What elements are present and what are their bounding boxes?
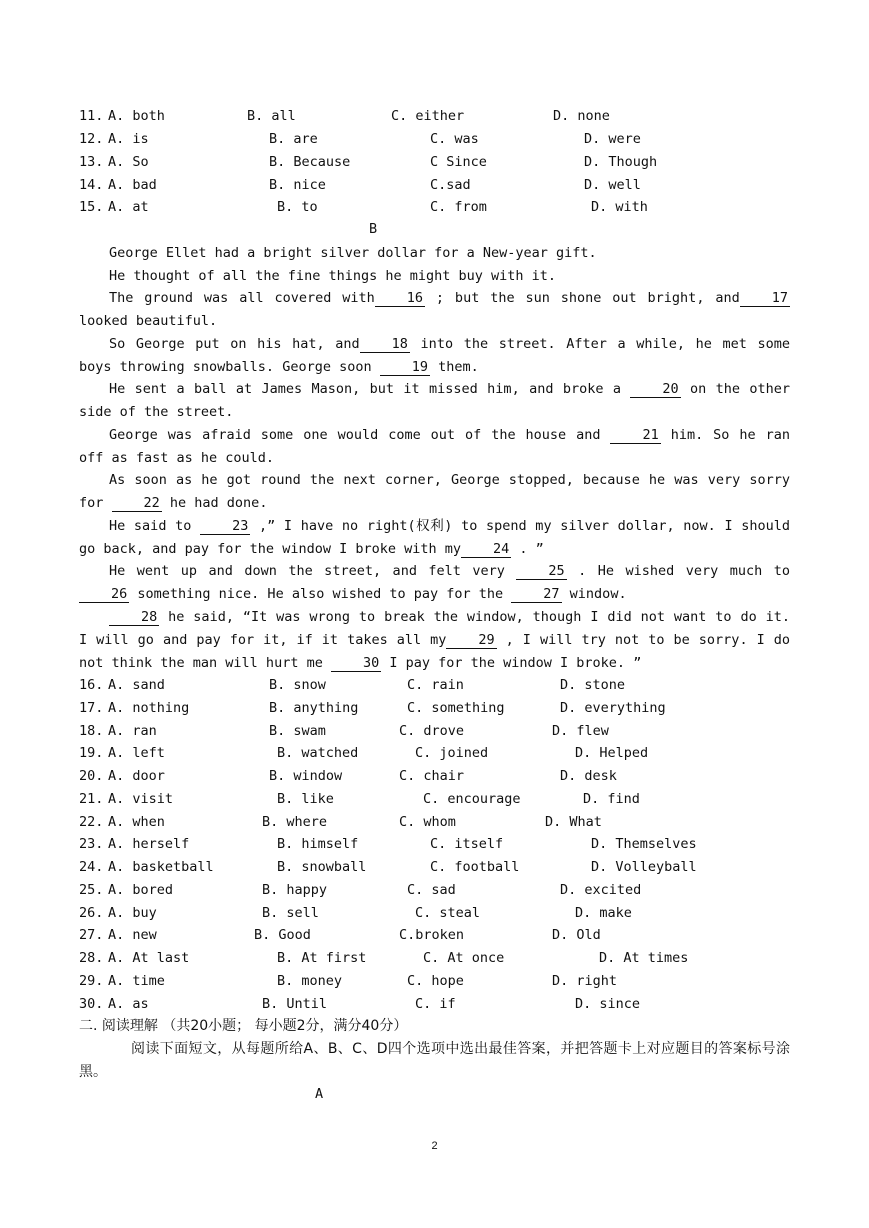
passage-paragraph-3 [79, 287, 790, 333]
option-d: D. were [584, 131, 641, 147]
blank-30: 30 [331, 655, 381, 672]
passage-text: He went up and down the street, and felt very [109, 563, 517, 579]
option-a: A. sand [108, 677, 165, 693]
question-number: 27. [79, 927, 104, 943]
option-d: D. At times [599, 950, 689, 966]
option-d: D. since [575, 996, 641, 1012]
option-a: A. ran [108, 723, 157, 739]
option-a: A. door [108, 768, 165, 784]
passage-text: George was afraid some one would come out of the house and [109, 427, 611, 443]
option-a: A. at [108, 199, 149, 215]
passage-text: something nice. He also wished to pay for the [129, 585, 512, 602]
option-b: B. himself [277, 836, 359, 852]
option-b: B. snowball [277, 859, 367, 875]
option-c: C. from [430, 199, 487, 215]
option-b: B. all [247, 108, 296, 124]
blank-18: 18 [360, 336, 410, 353]
option-a: A. basketball [108, 859, 214, 875]
question-number: 19. [79, 745, 104, 761]
option-c: C. football [430, 859, 520, 875]
blank-22: 22 [112, 495, 162, 512]
blank-27: 27 [511, 586, 561, 603]
option-d: D. stone [560, 677, 626, 693]
blank-23: 23 [200, 518, 250, 535]
option-b: B. snow [269, 677, 326, 693]
option-c: C. something [407, 700, 505, 716]
option-b: B. to [277, 199, 318, 215]
option-d: D. none [553, 108, 610, 124]
passage-text: them. [430, 358, 479, 375]
passage-text: , I will try not to be sorry. I do not think the man will hurt me [79, 631, 790, 671]
option-d: D. make [575, 905, 632, 921]
passage-text: As soon as he got round the next corner, George stopped, because he was very sorry for [79, 472, 790, 511]
question-number: 15. [79, 199, 104, 215]
option-b: B. nice [269, 177, 326, 193]
option-b: B. swam [269, 723, 326, 739]
option-d: D. right [552, 973, 618, 989]
option-a: A. left [108, 745, 165, 761]
option-a: A. So [108, 154, 149, 170]
option-b: B. watched [277, 745, 359, 761]
passage-text: he had done. [161, 494, 268, 511]
passage-text: So George put on his hat, and [109, 336, 360, 352]
passage-paragraph-2: He thought of all the fine things he might buy with it. [109, 268, 557, 284]
option-c: C. either [391, 108, 465, 124]
option-c: C. encourage [423, 791, 521, 807]
blank-19: 19 [380, 359, 430, 376]
question-number: 21. [79, 791, 104, 807]
option-a: A. buy [108, 905, 157, 921]
blank-21: 21 [610, 427, 660, 444]
option-c: C. rain [407, 677, 464, 693]
option-d: D. well [584, 177, 641, 193]
blank-29: 29 [446, 632, 496, 649]
blank-17: 17 [740, 290, 790, 307]
question-number: 18. [79, 723, 104, 739]
option-d: D. find [583, 791, 640, 807]
option-a: A. visit [108, 791, 174, 807]
passage-text: him. So he ran off as fast as he could. [79, 427, 790, 466]
question-number: 22. [79, 814, 104, 830]
question-number: 24. [79, 859, 104, 875]
option-c: C. hope [407, 973, 464, 989]
option-b: B. Because [269, 154, 351, 170]
option-b: B. At first [277, 950, 367, 966]
passage-text: . He wished very much to [566, 563, 791, 579]
blank-25: 25 [516, 563, 566, 580]
question-number: 26. [79, 905, 104, 921]
option-d: D. desk [560, 768, 617, 784]
option-c: C. steal [415, 905, 481, 921]
option-a: A. both [108, 108, 165, 124]
question-number: 29. [79, 973, 104, 989]
question-number: 13. [79, 154, 104, 170]
blank-20: 20 [630, 381, 680, 398]
option-c: C. whom [399, 814, 456, 830]
passage-text: The ground was all covered with [109, 290, 375, 306]
question-number: 20. [79, 768, 104, 784]
section-b-label: B [369, 221, 378, 237]
question-number: 23. [79, 836, 104, 852]
option-d: D. What [545, 814, 602, 830]
option-c: C. was [430, 131, 479, 147]
section-2-heading: 二. 阅读理解 （共20小题； 每小题2分，满分40分） [79, 1018, 408, 1034]
option-a: A. bored [108, 882, 174, 898]
option-d: D. Helped [575, 745, 649, 761]
blank-26: 26 [79, 586, 129, 603]
passage-paragraph-4 [79, 333, 790, 379]
passage-text: on the other side of the street. [79, 381, 790, 420]
passage-text: window. [561, 585, 627, 602]
option-b: B. money [277, 973, 343, 989]
option-a: A. is [108, 131, 149, 147]
passage-text: He said to [109, 518, 201, 534]
option-d: D. Old [552, 927, 601, 943]
option-d: D. everything [560, 700, 666, 716]
option-d: D. excited [560, 882, 642, 898]
passage-paragraph-10 [79, 606, 790, 674]
option-b: B. like [277, 791, 334, 807]
question-number: 17. [79, 700, 104, 716]
passage-text: ; but the sun shone out bright, and [425, 290, 740, 306]
passage-text: into the street. After a while, he met some boys throwing snowballs. George soon [79, 336, 790, 375]
option-b: B. window [269, 768, 343, 784]
blank-24: 24 [461, 541, 511, 558]
question-number: 14. [79, 177, 104, 193]
question-number: 16. [79, 677, 104, 693]
passage-text: he said, “It was wrong to break the window, though I did not want to do it. I will go and pay for it, if it takes all my [79, 609, 790, 648]
passage-paragraph-6 [79, 424, 790, 470]
passage-text: looked beautiful. [79, 312, 218, 329]
blank-28: 28 [109, 609, 159, 626]
option-c: C. joined [415, 745, 489, 761]
option-c: C.sad [430, 177, 471, 193]
option-d: D. Volleyball [591, 859, 697, 875]
option-d: D. flew [552, 723, 609, 739]
option-b: B. are [269, 131, 318, 147]
passage-text: . ” [511, 540, 544, 557]
option-b: B. happy [262, 882, 328, 898]
question-number: 25. [79, 882, 104, 898]
option-a: A. bad [108, 177, 157, 193]
passage-text: ,” I have no right(权利) to spend my silver dollar, now. I should go back, and pay for the window I broke with my [79, 518, 791, 557]
passage-text: He sent a ball at James Mason, but it missed him, and broke a [109, 381, 631, 397]
option-c: C. itself [430, 836, 504, 852]
page-number: 2 [431, 1140, 438, 1152]
option-b: B. Good [254, 927, 311, 943]
option-c: C. sad [407, 882, 456, 898]
blank-16: 16 [375, 290, 425, 307]
option-b: B. where [262, 814, 328, 830]
option-b: B. anything [269, 700, 359, 716]
option-a: A. nothing [108, 700, 190, 716]
passage-paragraph-8 [79, 515, 790, 561]
passage-text: I pay for the window I broke. ” [381, 654, 642, 671]
option-a: A. new [108, 927, 157, 943]
option-a: A. herself [108, 836, 190, 852]
option-c: C. drove [399, 723, 465, 739]
section-2-a-label: A [315, 1086, 324, 1102]
passage-paragraph-7 [79, 469, 790, 515]
passage-paragraph-1: George Ellet had a bright silver dollar for a New-year gift. [109, 245, 597, 261]
option-c: C.broken [399, 927, 465, 943]
option-b: B. Until [262, 996, 328, 1012]
option-d: D. Themselves [591, 836, 697, 852]
option-a: A. At last [108, 950, 190, 966]
question-number: 28. [79, 950, 104, 966]
passage-paragraph-5 [79, 378, 790, 424]
option-d: D. Though [584, 154, 658, 170]
question-number: 30. [79, 996, 104, 1012]
option-d: D. with [591, 199, 648, 215]
option-c: C. chair [399, 768, 465, 784]
question-number: 11. [79, 108, 104, 124]
option-a: A. time [108, 973, 165, 989]
option-c: C Since [430, 154, 487, 170]
option-b: B. sell [262, 905, 319, 921]
section-2-instruction: 阅读下面短文，从每题所给A、B、C、D四个选项中选出最佳答案，并把答题卡上对应题目的答案标号涂黑。 [79, 1041, 790, 1080]
question-number: 12. [79, 131, 104, 147]
option-c: C. At once [423, 950, 505, 966]
option-c: C. if [415, 996, 456, 1012]
option-a: A. as [108, 996, 149, 1012]
passage-paragraph-9 [79, 560, 790, 606]
option-a: A. when [108, 814, 165, 830]
